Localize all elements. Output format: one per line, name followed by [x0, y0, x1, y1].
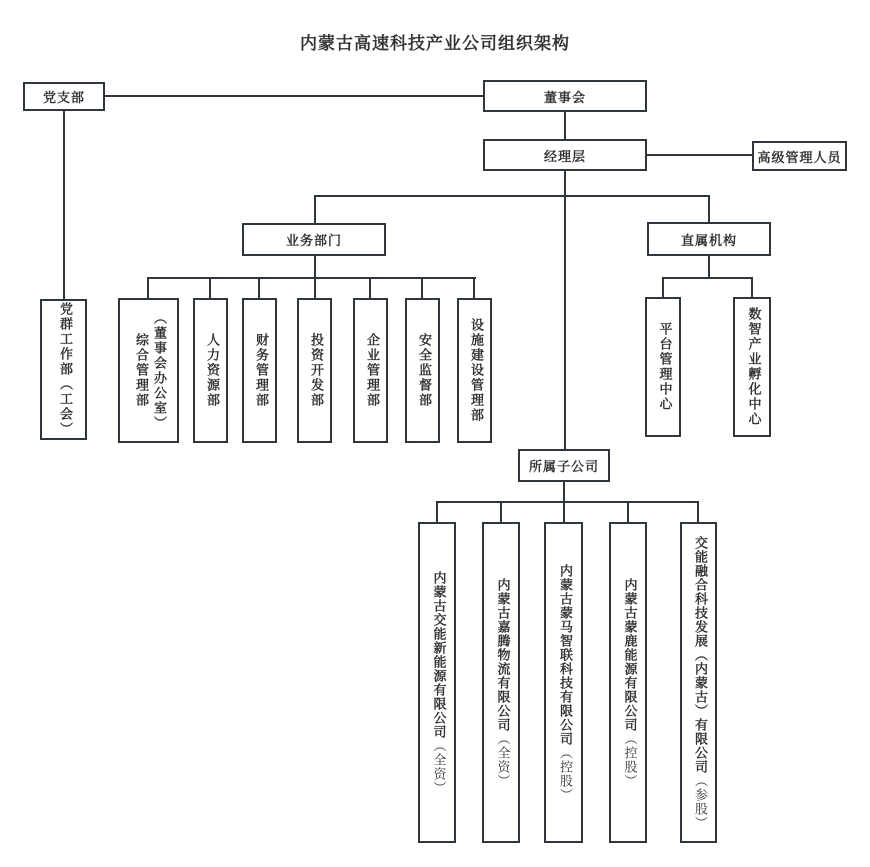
node-label: 直属机构 — [680, 233, 737, 249]
node-sublabel: （董事会办公室） — [150, 310, 166, 431]
connector-line — [564, 171, 566, 449]
node-facility-construction-dept — [457, 298, 492, 443]
company-name: 内蒙古交能新能源有限公司 — [430, 570, 446, 739]
company-name: 内蒙古蒙鹿能源有限公司 — [621, 577, 637, 732]
node-label: 党群工作部（工会） — [56, 302, 72, 437]
connector-line — [697, 501, 699, 522]
connector-line — [662, 277, 753, 279]
connector-line — [473, 277, 475, 298]
node-label: 董事会 — [543, 90, 586, 106]
connector-line — [105, 95, 483, 97]
ownership-tag: （参股） — [691, 773, 707, 830]
node-label: 企业管理部 — [363, 333, 379, 408]
connector-line — [436, 501, 438, 522]
node-label: 人力资源部 — [203, 333, 219, 408]
page-title: 内蒙古高速科技产业公司组织架构 — [300, 34, 570, 54]
connector-line — [421, 277, 423, 298]
node-general-management-dept — [118, 298, 179, 443]
node-label: 设施建设管理部 — [467, 318, 483, 423]
connector-line — [147, 277, 149, 298]
connector-line — [708, 195, 710, 222]
node-label — [621, 578, 636, 788]
node-subsidiary-jiaoneng-new-energy — [418, 522, 456, 843]
ownership-tag: （全资） — [494, 731, 510, 788]
node-label: 数智产业孵化中心 — [745, 307, 761, 427]
node-label — [691, 536, 706, 830]
connector-line — [563, 482, 565, 502]
connector-line — [647, 154, 752, 156]
node-label: 所属子公司 — [528, 460, 599, 475]
node-investment-dept — [297, 298, 332, 443]
connector-line — [147, 277, 476, 279]
company-name: 内蒙古蒙马智联科技有限公司 — [556, 563, 572, 746]
connector-line — [563, 501, 565, 522]
connector-line — [314, 195, 316, 223]
node-label: 党支部 — [42, 91, 85, 106]
node-subsidiary-jiaoneng-ronghe-tech — [680, 522, 717, 843]
connector-line — [209, 277, 211, 298]
connector-line — [314, 195, 710, 197]
node-subsidiary-menglu-energy — [609, 522, 647, 843]
connector-line — [436, 501, 699, 503]
node-party-mass-work-dept — [40, 299, 87, 440]
node-finance-dept — [242, 298, 277, 443]
node-direct-organizations — [647, 222, 771, 256]
node-subsidiaries-group — [518, 449, 610, 482]
node-label: 财务管理部 — [252, 333, 268, 408]
node-business-departments — [242, 223, 386, 256]
ownership-tag: （控股） — [556, 745, 572, 802]
connector-line — [63, 110, 65, 299]
company-name: 交能融合科技发展（内蒙古）有限公司 — [691, 535, 707, 774]
connector-line — [314, 277, 316, 298]
connector-line — [258, 277, 260, 298]
node-management-layer — [483, 139, 647, 171]
connector-line — [564, 112, 566, 139]
node-label: 综合管理部 — [133, 333, 148, 408]
node-enterprise-mgmt-dept — [353, 298, 388, 443]
node-senior-managers — [752, 141, 847, 171]
node-party-branch — [23, 82, 105, 111]
node-label — [494, 578, 509, 788]
node-label: 安全监督部 — [415, 333, 431, 408]
node-board — [483, 80, 647, 112]
node-hr-dept — [193, 298, 228, 443]
node-label: 平台管理中心 — [656, 322, 672, 412]
node-platform-management-center — [645, 297, 681, 437]
node-label: 业务部门 — [285, 234, 342, 249]
node-subsidiary-mengma-zhilian — [544, 522, 583, 843]
connector-line — [500, 501, 502, 522]
ownership-tag: （全资） — [430, 738, 446, 795]
node-label: 经理层 — [543, 149, 586, 165]
node-subsidiary-jiateng-logistics — [482, 522, 520, 843]
connector-line — [627, 501, 629, 522]
node-label — [556, 564, 571, 802]
connector-line — [314, 256, 316, 278]
node-safety-supervision-dept — [405, 298, 440, 443]
connector-line — [369, 277, 371, 298]
connector-line — [662, 277, 664, 297]
connector-line — [708, 256, 710, 278]
company-name: 内蒙古嘉腾物流有限公司 — [494, 577, 510, 732]
node-label: 高级管理人员 — [757, 150, 842, 166]
node-label — [430, 571, 445, 795]
connector-line — [751, 277, 753, 297]
ownership-tag: （控股） — [621, 731, 637, 788]
node-label: 投资开发部 — [307, 333, 323, 408]
node-digital-industry-incubation-center — [733, 297, 771, 437]
